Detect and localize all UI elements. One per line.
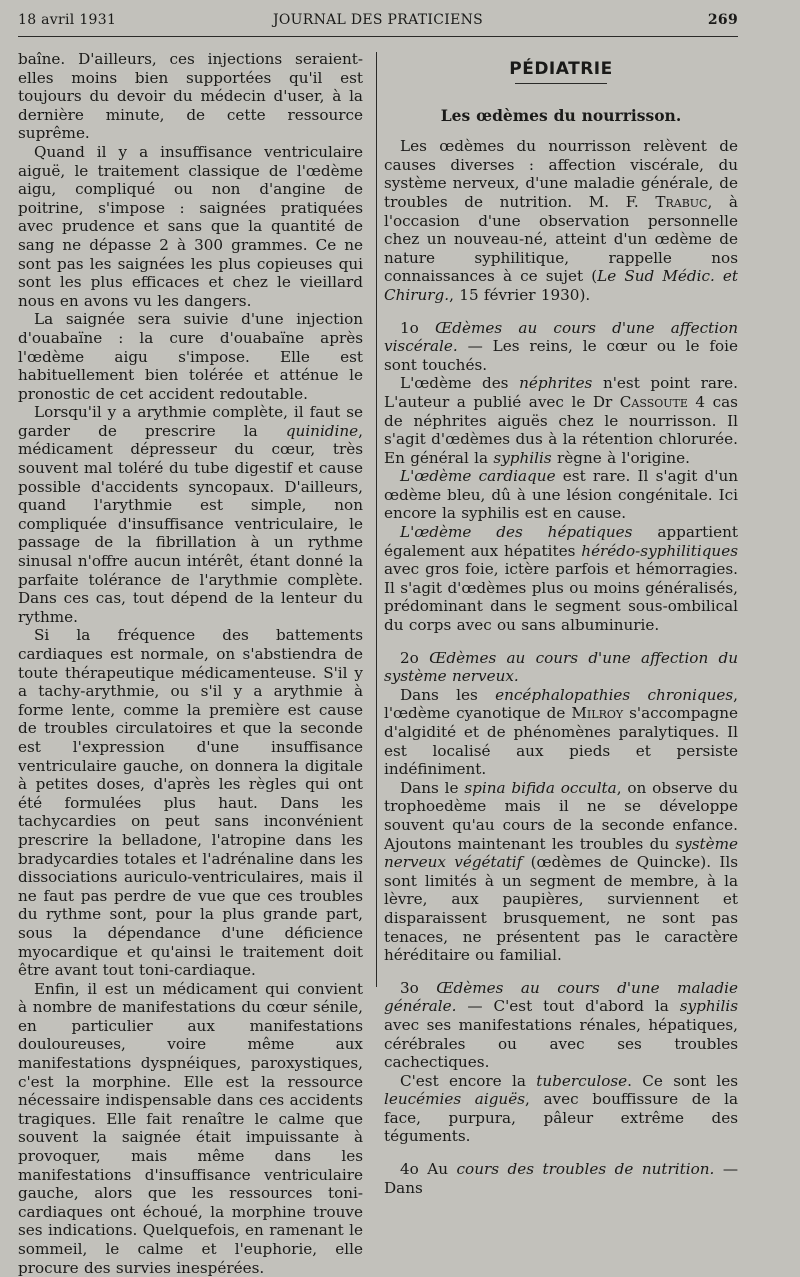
text-run: avec gros foie, ictère parfois et hémorragies. Il s'agit d'œdèmes plus ou moins généralisés, prédominant dans le segment sous-ombilical du corps avec ou sans albuminurie. bbox=[384, 560, 738, 635]
text-run: avec ses manifestations rénales, hépatiques, cérébrales ou avec ses troubles cachectiques. bbox=[384, 1015, 738, 1072]
right-column bbox=[384, 60, 738, 1197]
author-name: Cassoute bbox=[619, 392, 688, 411]
paragraph bbox=[384, 467, 738, 523]
text-run: . Ce sont les bbox=[627, 1071, 738, 1090]
text-run: C'est encore la bbox=[400, 1071, 537, 1090]
paragraph: Quand il y a insuffisance ventriculaire aiguë, le traitement classique de l'œdème aigu, compliqué ou non d'angine de poitrine, s'impose : saignées pratiquées avec prudence et sans que la quantité de sang ne dépasse 2 à 300 grammes. Ce ne sont pas les saignées les plus copieuses qui sont les plus efficaces et chez le vieillard nous en avons vu les dangers. bbox=[18, 142, 363, 310]
emphasis: tuberculose bbox=[536, 1071, 628, 1090]
text-run: — Les reins, le cœur ou le foie sont touchés. bbox=[384, 337, 738, 374]
subsection-heading: Œdèmes au cours d'une maladie générale. bbox=[384, 978, 738, 1016]
emphasis: encéphalopathies chroniques bbox=[495, 685, 734, 704]
text-run: Dans le bbox=[400, 778, 465, 797]
paragraph-lead: L'œdème des hépatiques bbox=[400, 523, 633, 542]
paragraph bbox=[384, 523, 738, 635]
section-number: 2o bbox=[400, 648, 430, 667]
paragraph bbox=[18, 403, 363, 626]
text-run: , avec bouffissure de la face, purpura, pâleur extrême des téguments. bbox=[384, 1090, 739, 1146]
text-run: , 15 février 1930). bbox=[449, 285, 591, 304]
issue-date: 18 avril 1931 bbox=[18, 12, 117, 28]
emphasis: spina bifida occulta bbox=[464, 778, 617, 797]
section-heading-paragraph bbox=[384, 649, 738, 686]
journal-title: JOURNAL DES PRATICIENS bbox=[272, 12, 484, 28]
text-run: est rare. Il s'agit d'un œdème bleu, dû à une lésion congénitale. Ici encore la syphilis est en cause. bbox=[384, 467, 739, 523]
paragraph-lead: L'œdème cardiaque bbox=[400, 467, 556, 486]
paragraph bbox=[384, 1072, 738, 1146]
source-citation: Le Sud Médic. et Chirurg. bbox=[384, 267, 738, 304]
emphasis: syphilis bbox=[493, 448, 552, 467]
spacer bbox=[384, 965, 738, 979]
text-run: Les œdèmes du nourrisson relèvent de causes diverses : affection viscérale, du système nerveux, d'une maladie générale, de troubles de nutrition. M. F. bbox=[384, 137, 738, 211]
emphasis: syphilis bbox=[679, 997, 738, 1016]
paragraph: baîne. D'ailleurs, ces injections seraient-elles moins bien supportées qu'il est toujours du devoir du médecin d'user, à la dernière minute, de cette ressource suprême. bbox=[18, 50, 363, 143]
text-run: L'œdème des bbox=[400, 374, 520, 393]
section-number: 3o bbox=[400, 978, 437, 997]
text-run: , on observe du trophoedème mais il ne se développe souvent qu'au cours de la seconde enfance. Ajoutons maintenant les troubles du bbox=[384, 778, 739, 853]
left-column bbox=[18, 50, 363, 1277]
paragraph: Enfin, il est un médicament qui convient à nombre de manifestations du cœur sénile, en particulier aux manifestations douloureuses, voire même aux manifestations dyspnéiques, paroxystiques, c'est la morphine. Elle est la ressource nécessaire indispensable dans ces accidents tragiques. Elle fait renaître le calme que souvent la saignée était impuissante à provoquer, mais même dans les manifestations d'insuffisance ventriculaire gauche, alors que les ressources toni-cardiaques ont échoué, la morphine trouve ses indications. Quelquefois, en ramenant le sommeil, le calme et l'euphorie, elle procure des survies inespérées. bbox=[18, 979, 363, 1277]
emphasis: néphrites bbox=[519, 374, 593, 393]
section-title: PÉDIATRIE bbox=[509, 59, 613, 79]
text-run: , à l'occasion d'une observation personnelle chez un nouveau-né, atteint d'un œdème de nature syphilitique, rappelle nos connaissances à ce sujet ( bbox=[384, 192, 738, 286]
subsection-heading: cours des troubles de nutrition. bbox=[456, 1160, 715, 1179]
spacer bbox=[384, 305, 738, 319]
subsection-heading: Œdèmes au cours d'une affection du système nerveux. bbox=[384, 648, 738, 686]
section-heading-paragraph bbox=[384, 1160, 738, 1197]
paragraph: Si la fréquence des battements cardiaques est normale, on s'abstiendra de toute thérapeutique médicamenteuse. S'il y a tachy-arythmie, ou s'il y a arythmie à forme lente, comme la première est cause de troubles circulatoires et que la seconde est l'expression d'une insuffisance ventriculaire gauche, on donnera la digitale à petites doses, d'après les règles qui ont été formulées plus haut. Dans les tachycardies on peut sans inconvénient prescrire la belladone, l'atropine dans les bradycardies totales et l'adrénaline dans les dissociations auriculo-ventriculaires, mais il ne faut pas perdre de vue que ces troubles du rythme sont, pour la plus grande part, sous la dépendance d'une déficience myocardique et qu'ainsi le traitement doit être avant tout toni-cardiaque. bbox=[18, 626, 363, 980]
paragraph: La saignée sera suivie d'une injection d'ouabaïne : la cure d'ouabaïne après l'œdème aigu s'impose. Elle est habituellement bien tolérée et atténue le pronostic de cet accident redoutable. bbox=[18, 310, 363, 403]
text-run: n'est point rare. L'auteur a publié avec le Dr bbox=[384, 374, 738, 411]
section-number: 4o bbox=[400, 1160, 428, 1179]
text-run: — Dans bbox=[384, 1160, 739, 1197]
text-run: Au bbox=[427, 1160, 457, 1179]
spacer bbox=[384, 1146, 738, 1160]
paragraph bbox=[384, 137, 738, 304]
section-underline bbox=[515, 83, 607, 84]
emphasis: hérédo-syphilitiques bbox=[581, 541, 738, 560]
author-name: Trabuc bbox=[655, 192, 708, 211]
column-divider bbox=[376, 52, 377, 987]
header-rule bbox=[18, 36, 738, 37]
text-run: règne à l'origine. bbox=[551, 448, 690, 467]
text-run: (œdèmes de Quincke). Ils sont limités à un segment de membre, à la lèvre, aux paupières, surviennent et disparaissent brusquement, ne sont pas tenaces, ne présentent pas le caractère héréditaire ou familial. bbox=[384, 853, 738, 965]
section-number: 1o bbox=[400, 318, 436, 337]
text-run: appartient également aux hépatites bbox=[384, 523, 738, 560]
text-run: , l'œdème cyanotique de bbox=[384, 685, 738, 723]
text-run: Dans les bbox=[400, 685, 496, 704]
section-heading-paragraph bbox=[384, 979, 738, 1072]
paragraph bbox=[384, 686, 738, 779]
subsection-heading: Œdèmes au cours d'une affection viscérale. bbox=[384, 318, 738, 356]
page-number: 269 bbox=[707, 12, 738, 28]
article-title: Les œdèmes du nourrisson. bbox=[440, 105, 682, 125]
text-run: Lorsqu'il y a arythmie complète, il faut se garder de prescrire la bbox=[18, 403, 363, 440]
emphasis: leucémies aiguës bbox=[384, 1090, 525, 1109]
text-run: 4 cas de néphrites aiguës chez le nourrisson. Il s'agit d'œdèmes dus à la rétention chlorurée. En général la bbox=[384, 392, 738, 467]
page-header bbox=[18, 12, 738, 32]
emphasis: système nerveux végétatif bbox=[384, 834, 738, 872]
text-run: — C'est tout d'abord la bbox=[456, 997, 680, 1016]
paragraph bbox=[384, 779, 738, 965]
text-run: s'accompagne d'algidité et de phénomènes paralytiques. Il est localisé aux pieds et persiste indéfiniment. bbox=[384, 704, 738, 779]
section-heading-paragraph bbox=[384, 319, 738, 375]
emphasis: quinidine bbox=[285, 421, 359, 440]
text-run: , médicament dépresseur du cœur, très souvent mal toléré du tube digestif et cause possible d'accidents syncopaux. D'ailleurs, quand l'arythmie est simple, non compliquée d'insuffisance ventriculaire, le passage de la fibrillation à un rythme sinusal n'offre aucun intérêt, étant donné la parfaite tolérance de l'arythmie complète. Dans ces cas, tout dépend de la lenteur du rythme. bbox=[18, 421, 363, 626]
paragraph bbox=[384, 374, 738, 467]
spacer bbox=[384, 635, 738, 649]
author-name: Milroy bbox=[571, 704, 624, 723]
